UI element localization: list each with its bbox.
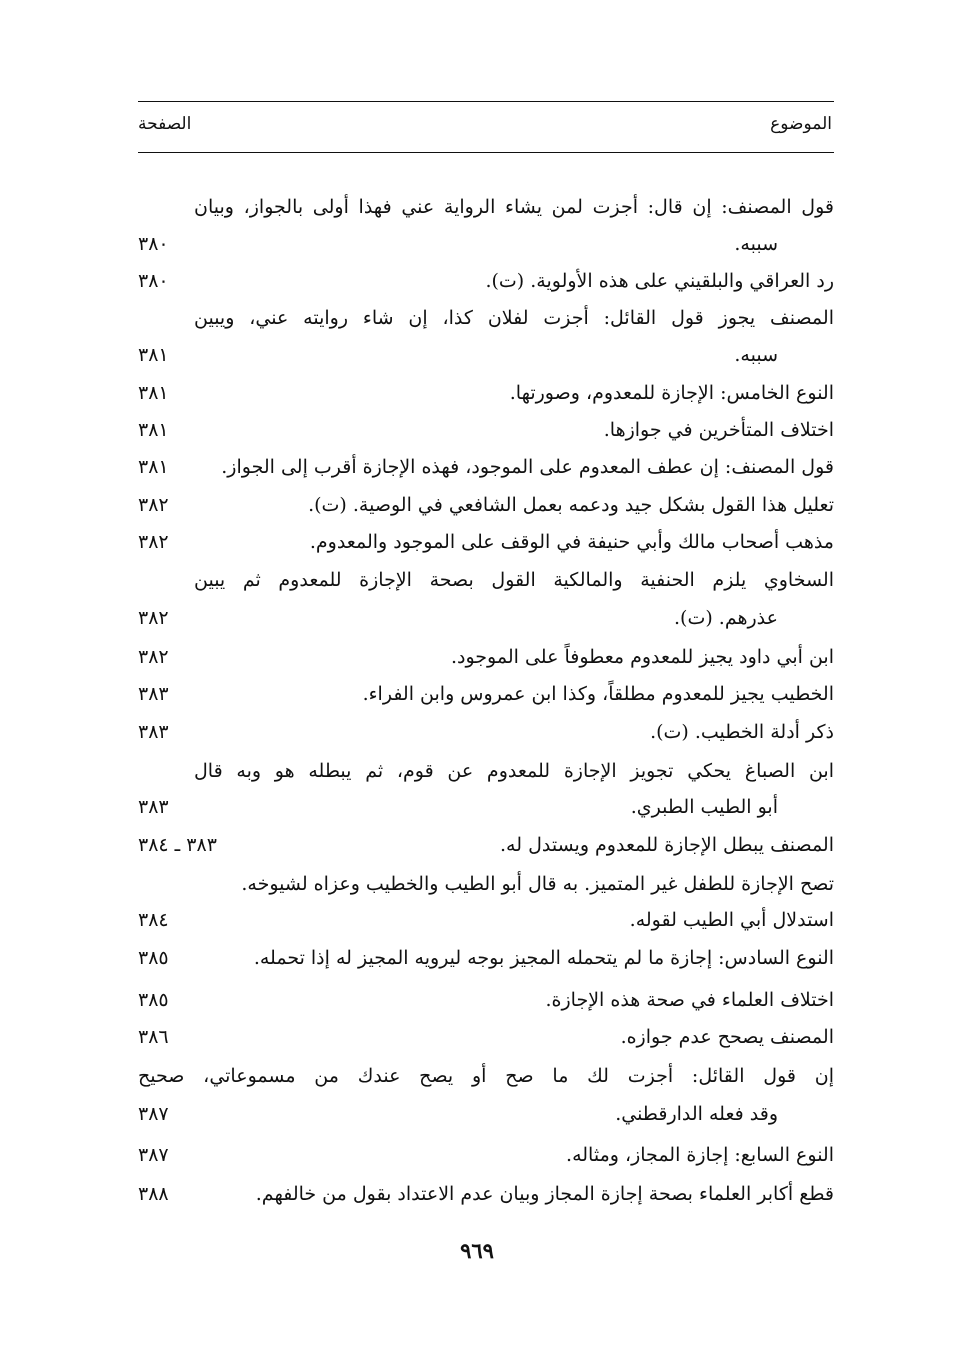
toc-entry-text: تصح الإجازة للطفل غير المتميز. به قال أبو الطيب والخطيب وعزاه لشيوخه. xyxy=(241,873,834,895)
toc-entry-text: اختلاف العلماء في صحة هذه الإجازة. xyxy=(545,989,834,1011)
toc-entry-page: ٣٨٦ xyxy=(138,1026,169,1048)
toc-entry-page: ٣٨٢ xyxy=(138,646,169,668)
toc-entry-page: ٣٨٣ xyxy=(138,683,169,705)
toc-entry-text: سببه. xyxy=(734,344,778,366)
toc-entry-text: قول المصنف: إن عطف المعدوم على الموجود، فهذه الإجازة أقرب إلى الجواز. xyxy=(221,456,834,478)
toc-entry-text: استدلال أبي الطيب لقوله. xyxy=(629,909,834,931)
toc-entry-text: تعليل هذا القول بشكل جيد ودعمه بعمل الشافعي في الوصية. (ت). xyxy=(308,494,834,516)
toc-entry-text: المصنف يصحح عدم جوازه. xyxy=(620,1026,834,1048)
toc-entry-page: ٣٨٥ xyxy=(138,947,169,969)
toc-entry-page: ٣٨١ xyxy=(138,456,169,478)
toc-entry-page: ٣٨٨ xyxy=(138,1183,169,1205)
topic-column-header: الموضوع xyxy=(770,114,832,134)
toc-entry-page: ٣٨٥ xyxy=(138,989,169,1011)
toc-entry-page: ٣٨٣ xyxy=(138,721,169,743)
toc-entry-page: ٣٨٢ xyxy=(138,531,169,553)
toc-entry-text: قول المصنف: إن قال: أجزت لمن يشاء الرواية عني فهذا أولى بالجواز، وبيان xyxy=(194,196,834,218)
toc-entry-text: مذهب أصحاب مالك وأبي حنيفة في الوقف على الموجود والمعدوم. xyxy=(309,531,834,553)
toc-entry-text: رد العراقي والبلقيني على هذه الأولوية. (ت). xyxy=(485,270,834,292)
toc-entry-page: ٣٨٠ xyxy=(138,233,169,255)
toc-entry-page: ٣٨٢ xyxy=(138,607,169,629)
toc-entry-text: قطع أكابر العلماء بصحة إجازة المجاز وبيان عدم الاعتداد بقول من خالفهم. xyxy=(255,1183,834,1205)
toc-entry-text: السخاوي يلزم الحنفية والمالكية القول بصحة الإجازة للمعدوم ثم يبين xyxy=(194,569,834,591)
toc-entry-page: ٣٨١ xyxy=(138,382,169,404)
toc-entry-page: ٣٨٧ xyxy=(138,1144,169,1166)
page-number: ٩٦٩ xyxy=(460,1238,494,1263)
toc-entry-text: أبو الطيب الطبري. xyxy=(630,796,778,818)
toc-entry-text: إن قول القائل: أجزت لك ما صح أو يصح عندك من مسموعاتي، صحيح xyxy=(138,1065,834,1087)
toc-entry-page: ٣٨١ xyxy=(138,419,169,441)
toc-entry-text: النوع السابع: إجازة المجاز، ومثاله. xyxy=(566,1144,834,1166)
toc-entry-page: ٣٨٣ xyxy=(138,796,169,818)
toc-entry-text: سببه. xyxy=(734,233,778,255)
toc-entry-page: ٣٨٤ xyxy=(138,909,169,931)
page-column-header: الصفحة xyxy=(138,114,192,134)
toc-entry-page: ٣٨١ xyxy=(138,344,169,366)
toc-entry-page: ٣٨٠ xyxy=(138,270,169,292)
table-of-contents xyxy=(138,0,834,1345)
toc-entry-text: النوع السادس: إجازة ما لم يتحمله المجيز بوجه ليرويه المجيز له إذا تحمله. xyxy=(253,947,834,969)
toc-entry-text: النوع الخامس: الإجازة للمعدوم، وصورتها. xyxy=(509,382,834,404)
toc-entry-text: المصنف يبطل الإجازة للمعدوم ويستدل له. xyxy=(500,834,834,856)
toc-entry-text: الخطيب يجيز للمعدوم مطلقاً، وكذا ابن عمروس وابن الفراء. xyxy=(362,683,834,705)
toc-entry-page: ٣٨٢ xyxy=(138,494,169,516)
toc-entry-text: وقد فعله الدارقطني. xyxy=(615,1103,778,1125)
toc-entry-page: ٣٨٧ xyxy=(138,1103,169,1125)
toc-entry-text: ابن الصباغ يحكي تجويز الإجازة للمعدوم عن قوم، ثم يبطله هو وبه قال xyxy=(194,760,834,782)
toc-entry-text: المصنف يجوز قول القائل: أجزت لفلان كذا، إن شاء روايته عني، ويبين xyxy=(194,307,834,329)
toc-entry-text: اختلاف المتأخرين في جوازها. xyxy=(603,419,834,441)
toc-entry-text: ابن أبي داود يجيز للمعدوم معطوفاً على الموجود. xyxy=(450,646,834,668)
toc-entry-text: ذكر أدلة الخطيب. (ت). xyxy=(650,721,834,743)
toc-entry-page-range: ٣٨٣ ـ ٣٨٤ xyxy=(138,834,217,856)
toc-entry-text: عذرهم. (ت). xyxy=(674,607,778,629)
